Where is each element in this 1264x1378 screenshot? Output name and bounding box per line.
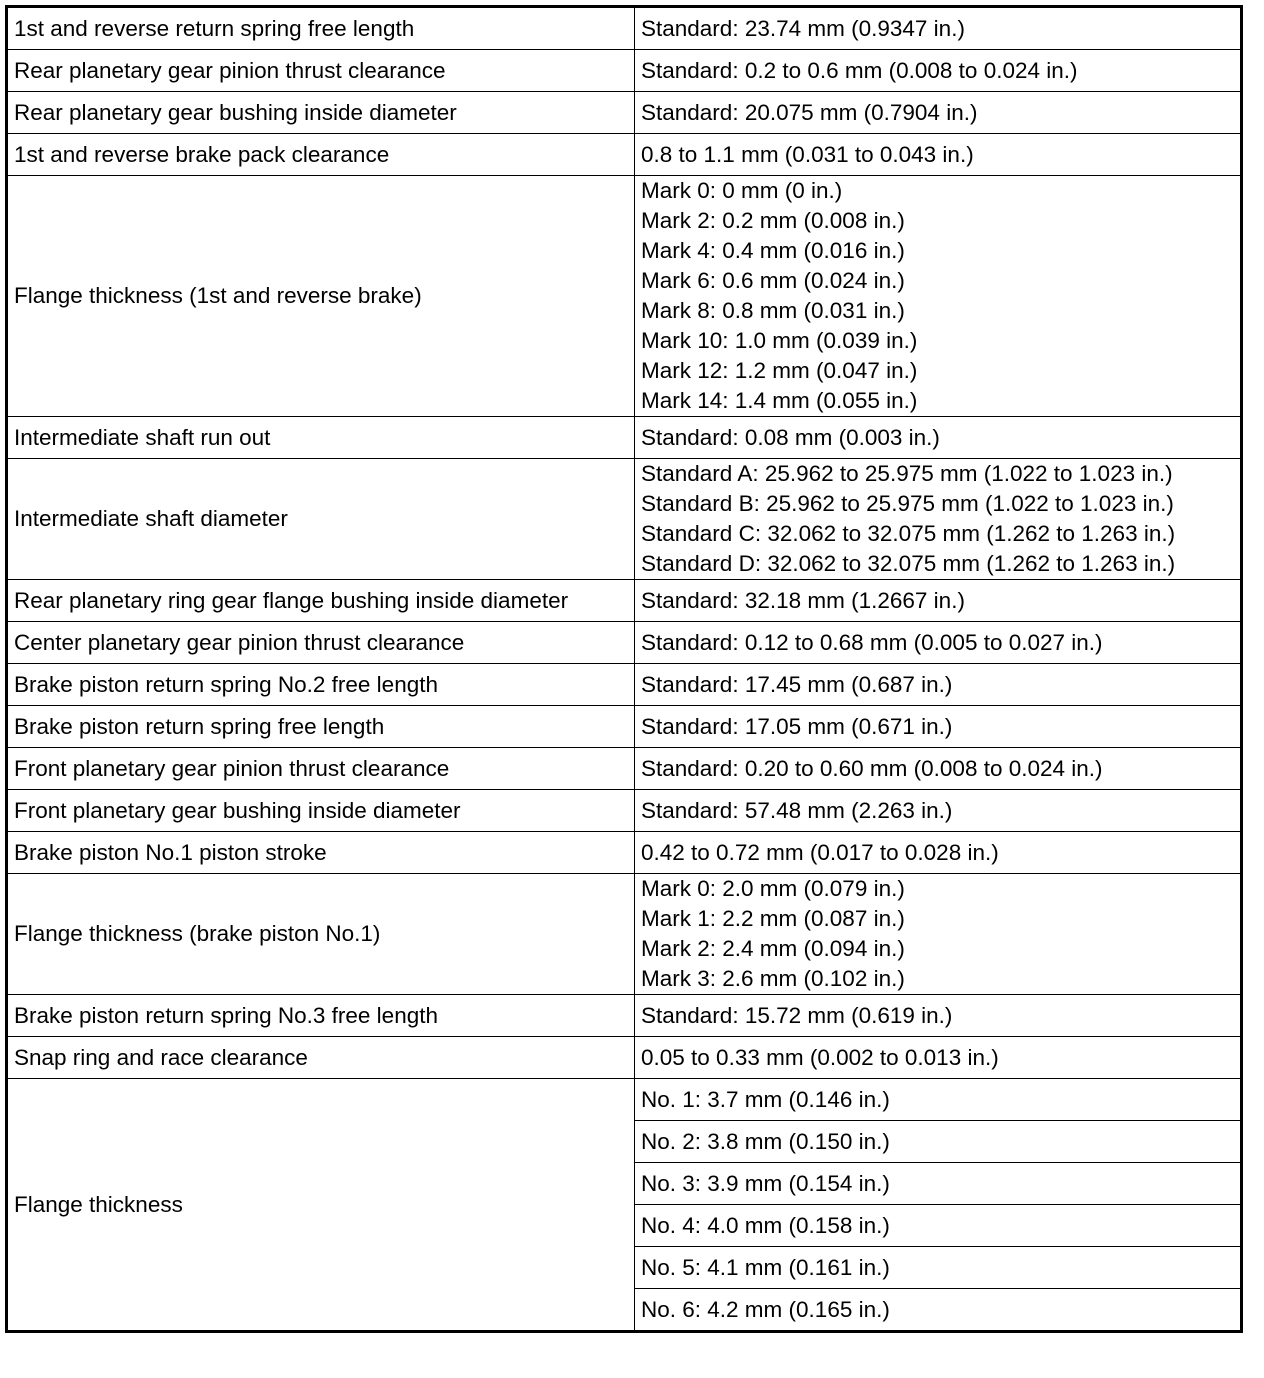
spec-value-line: Mark 14: 1.4 mm (0.055 in.) <box>641 388 918 413</box>
spec-value-cell <box>635 664 1242 706</box>
spec-value-line: Mark 0: 0 mm (0 in.) <box>641 178 843 203</box>
spec-value-line: Standard: 0.08 mm (0.003 in.) <box>641 424 940 450</box>
spec-value-cell <box>635 622 1242 664</box>
spec-item-cell: Intermediate shaft diameter <box>7 459 635 580</box>
spec-value-cell <box>635 7 1242 50</box>
table-row <box>7 176 1242 417</box>
spec-value-cell <box>635 459 1242 580</box>
spec-value-line: Mark 2: 0.2 mm (0.008 in.) <box>641 208 905 233</box>
spec-value-cell: No. 5: 4.1 mm (0.161 in.) <box>635 1247 1242 1289</box>
table-row <box>7 1079 1242 1121</box>
table-row <box>7 706 1242 748</box>
spec-item-cell: Rear planetary ring gear flange bushing inside diameter <box>7 580 635 622</box>
table-row <box>7 580 1242 622</box>
spec-value-line: Standard B: 25.962 to 25.975 mm (1.022 to 1.023 in.) <box>641 491 1174 516</box>
spec-value-line: 0.05 to 0.33 mm (0.002 to 0.013 in.) <box>641 1044 999 1070</box>
spec-item-cell: Flange thickness (1st and reverse brake) <box>7 176 635 417</box>
spec-value-line: Standard D: 32.062 to 32.075 mm (1.262 to 1.263 in.) <box>641 551 1176 576</box>
table-row <box>7 92 1242 134</box>
spec-value-cell <box>635 790 1242 832</box>
spec-value-line: Standard: 23.74 mm (0.9347 in.) <box>641 15 965 41</box>
spec-value-line: 0.8 to 1.1 mm (0.031 to 0.043 in.) <box>641 141 974 167</box>
spec-item-cell: Front planetary gear bushing inside diameter <box>7 790 635 832</box>
spec-value-cell <box>635 1037 1242 1079</box>
spec-value-line: Mark 0: 2.0 mm (0.079 in.) <box>641 876 905 901</box>
spec-value-line: Mark 3: 2.6 mm (0.102 in.) <box>641 966 905 991</box>
spec-item-cell: Front planetary gear pinion thrust clearance <box>7 748 635 790</box>
spec-value-cell <box>635 580 1242 622</box>
spec-value-cell: No. 1: 3.7 mm (0.146 in.) <box>635 1079 1242 1121</box>
spec-value-cell: No. 2: 3.8 mm (0.150 in.) <box>635 1121 1242 1163</box>
spec-value-line: Standard: 57.48 mm (2.263 in.) <box>641 797 953 823</box>
spec-value-line: Mark 6: 0.6 mm (0.024 in.) <box>641 268 905 293</box>
table-row <box>7 664 1242 706</box>
spec-value-cell <box>635 92 1242 134</box>
spec-value-cell <box>635 50 1242 92</box>
table-row <box>7 1037 1242 1079</box>
spec-item-cell: Brake piston return spring No.2 free length <box>7 664 635 706</box>
spec-value-cell <box>635 134 1242 176</box>
spec-item-cell: Brake piston return spring No.3 free length <box>7 995 635 1037</box>
spec-value-cell: No. 6: 4.2 mm (0.165 in.) <box>635 1289 1242 1332</box>
spec-value-line: Mark 10: 1.0 mm (0.039 in.) <box>641 328 918 353</box>
spec-value-cell: No. 4: 4.0 mm (0.158 in.) <box>635 1205 1242 1247</box>
spec-value-cell <box>635 176 1242 417</box>
table-row <box>7 832 1242 874</box>
spec-value-line: Mark 1: 2.2 mm (0.087 in.) <box>641 906 905 931</box>
table-row <box>7 7 1242 50</box>
table-row <box>7 748 1242 790</box>
spec-value-cell <box>635 995 1242 1037</box>
spec-item-cell: 1st and reverse return spring free length <box>7 7 635 50</box>
table-row <box>7 874 1242 995</box>
spec-item-cell: Brake piston return spring free length <box>7 706 635 748</box>
table-row <box>7 50 1242 92</box>
spec-value-line: Standard: 17.45 mm (0.687 in.) <box>641 671 953 697</box>
spec-value-line: 0.42 to 0.72 mm (0.017 to 0.028 in.) <box>641 839 999 865</box>
specification-table <box>5 5 1243 1333</box>
spec-value-line: Standard: 0.12 to 0.68 mm (0.005 to 0.027 in.) <box>641 629 1103 655</box>
spec-item-cell: Flange thickness (brake piston No.1) <box>7 874 635 995</box>
spec-value-line: Mark 4: 0.4 mm (0.016 in.) <box>641 238 905 263</box>
table-row <box>7 417 1242 459</box>
spec-value-line: Mark 8: 0.8 mm (0.031 in.) <box>641 298 905 323</box>
spec-value-line: Standard: 17.05 mm (0.671 in.) <box>641 713 953 739</box>
table-row <box>7 622 1242 664</box>
spec-value-cell <box>635 706 1242 748</box>
spec-value-cell <box>635 832 1242 874</box>
table-row <box>7 134 1242 176</box>
spec-item-cell: Rear planetary gear bushing inside diameter <box>7 92 635 134</box>
spec-value-line: Standard C: 32.062 to 32.075 mm (1.262 to 1.263 in.) <box>641 521 1176 546</box>
spec-item-cell: Snap ring and race clearance <box>7 1037 635 1079</box>
table-row <box>7 459 1242 580</box>
spec-value-cell <box>635 748 1242 790</box>
table-row <box>7 995 1242 1037</box>
spec-value-cell <box>635 874 1242 995</box>
specification-table-body <box>7 7 1242 1332</box>
spec-value-line: Standard: 32.18 mm (1.2667 in.) <box>641 587 965 613</box>
spec-value-line: Standard: 0.20 to 0.60 mm (0.008 to 0.024 in.) <box>641 755 1103 781</box>
spec-item-cell: Center planetary gear pinion thrust clearance <box>7 622 635 664</box>
spec-value-line: Mark 2: 2.4 mm (0.094 in.) <box>641 936 905 961</box>
spec-value-line: Standard: 20.075 mm (0.7904 in.) <box>641 99 978 125</box>
spec-item-cell: Brake piston No.1 piston stroke <box>7 832 635 874</box>
spec-item-cell: Intermediate shaft run out <box>7 417 635 459</box>
spec-value-line: Mark 12: 1.2 mm (0.047 in.) <box>641 358 918 383</box>
spec-value-cell <box>635 417 1242 459</box>
spec-value-cell: No. 3: 3.9 mm (0.154 in.) <box>635 1163 1242 1205</box>
spec-value-line: Standard: 15.72 mm (0.619 in.) <box>641 1002 953 1028</box>
table-row <box>7 790 1242 832</box>
spec-item-cell: Rear planetary gear pinion thrust clearance <box>7 50 635 92</box>
spec-value-line: Standard: 0.2 to 0.6 mm (0.008 to 0.024 in.) <box>641 57 1078 83</box>
spec-item-cell: 1st and reverse brake pack clearance <box>7 134 635 176</box>
spec-value-line: Standard A: 25.962 to 25.975 mm (1.022 to 1.023 in.) <box>641 461 1173 486</box>
spec-item-cell: Flange thickness <box>7 1079 635 1332</box>
